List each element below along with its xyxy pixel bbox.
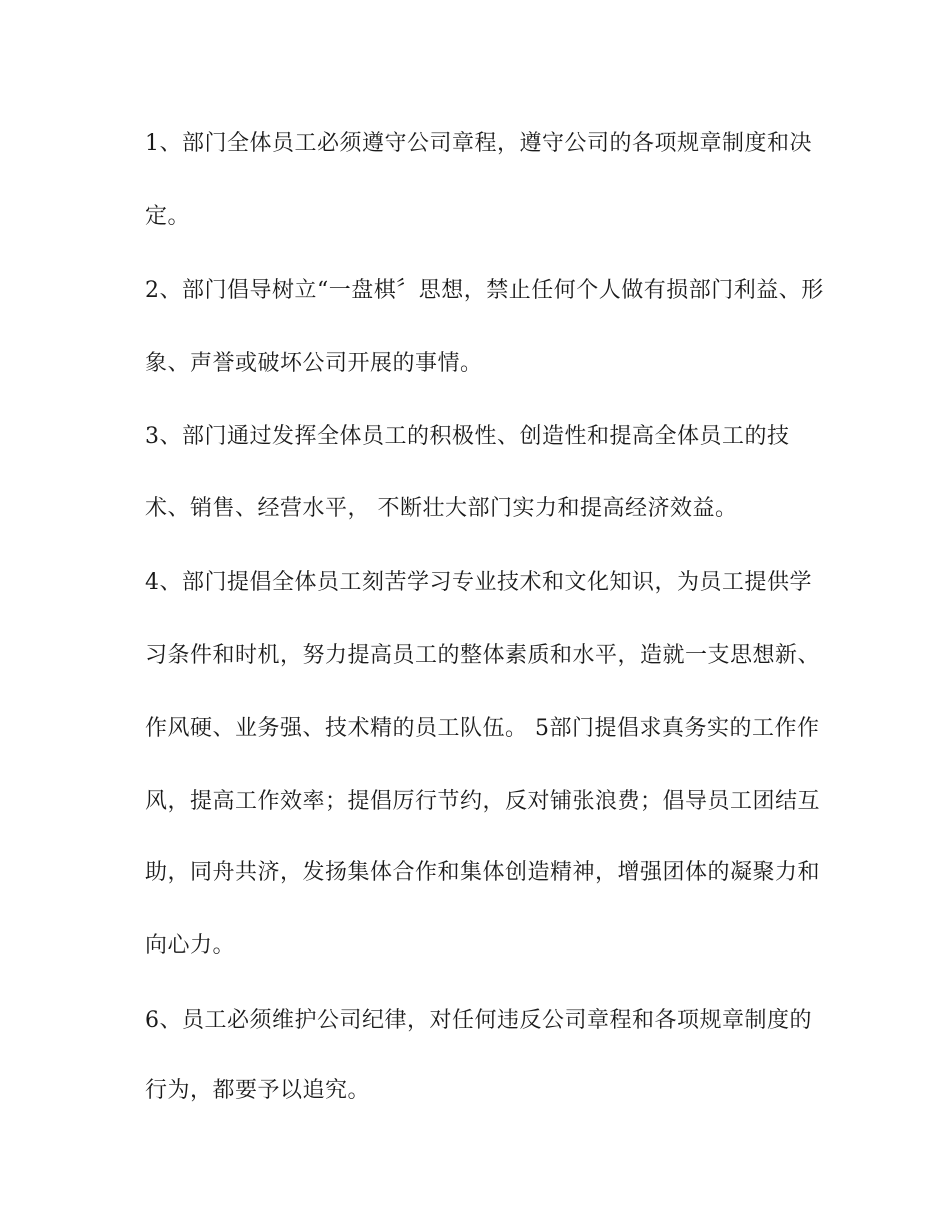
- text-line: 助，同舟共济，发扬集体合作和集体创造精神，增强团体的凝聚力和: [145, 860, 821, 885]
- text-line: 术、销售、经营水平， 不断壮大部门实力和提高经济效益。: [145, 496, 738, 521]
- text-line: 6、员工必须维护公司纪律，对任何违反公司章程和各项规章制度的: [145, 1008, 812, 1033]
- text-line: 2、部门倡导树立“一盘棋〞思想，禁止任何个人做有损部门利益、形: [145, 278, 824, 303]
- text-line: 1、部门全体员工必须遵守公司章程，遵守公司的各项规章制度和决: [145, 131, 812, 156]
- text-line: 定。: [145, 204, 191, 229]
- text-line: 风，提高工作效率；提倡厉行节约，反对铺张浪费；倡导员工团结互: [145, 789, 821, 814]
- text-line: 3、部门通过发挥全体员工的积极性、创造性和提高全体员工的技: [145, 424, 790, 449]
- text-line: 象、声誉或破坏公司开展的事情。: [145, 351, 483, 376]
- text-line: 4、部门提倡全体员工刻苦学习专业技术和文化知识，为员工提供学: [145, 570, 812, 595]
- text-line: 行为，都要予以追究。: [145, 1078, 371, 1103]
- text-line: 习条件和时机，努力提高员工的整体素质和水平，造就一支思想新、: [145, 643, 821, 668]
- text-line: 作风硬、业务强、技术精的员工队伍。 5部门提倡求真务实的工作作: [145, 716, 820, 741]
- text-line: 向心力。: [145, 933, 236, 958]
